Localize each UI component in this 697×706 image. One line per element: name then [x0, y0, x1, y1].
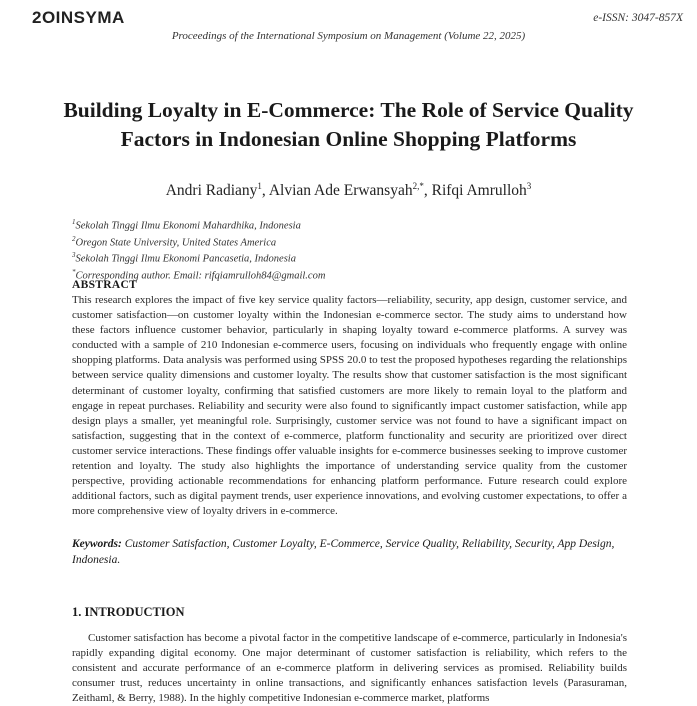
- author-list: Andri Radiany$^1$, Alvian Ade Erwansyah$^{2,*}$, Rifqi Amrulloh$^3$: [165, 181, 532, 200]
- abstract-heading: ABSTRACT: [72, 279, 138, 291]
- affiliation-list: [72, 216, 325, 283]
- page-header: [0, 0, 697, 48]
- affiliation-line: [72, 233, 325, 250]
- author-affiliation-mark: 2,*: [412, 181, 424, 191]
- paper-title: Building Loyalty in E-Commerce: The Role of Service Quality Factors in Indonesian Online Shopping Platforms: [63, 98, 634, 151]
- author-name: Rifqi Amrulloh: [431, 182, 527, 200]
- author-name: Alvian Ade Erwansyah: [268, 182, 413, 200]
- affiliation-mark: 1: [72, 218, 76, 226]
- affiliation-mark: 3: [72, 251, 76, 260]
- proceedings-line: Proceedings of the International Symposium on Management (Volume 22, 2025): [171, 30, 526, 42]
- affiliation-text: Sekolah Tinggi Ilmu Ekonomi Pancasetia, Indonesia: [75, 253, 296, 265]
- affiliation-text: Corresponding author. Email: rifqiamrulloh84@gmail.com: [75, 270, 326, 282]
- section-heading-introduction: 1. INTRODUCTION: [72, 605, 185, 619]
- journal-logo: 2OINSYMA: [32, 8, 125, 27]
- affiliation-line: [72, 216, 325, 233]
- affiliation-mark: 2: [72, 234, 76, 243]
- abstract-text: This research explores the impact of five key service quality factors—reliability, security, app design, customer service, and customer satisfaction—on customer loyalty within the Indonesian e-commerce sector. The study aims to understand how these factors influence customer behavior, particularly in shaping loyalty toward e-commerce platforms. A survey was conducted with a sample of 210 Indonesian e-commerce users, focusing on individuals who frequently engage with online shopping platforms. Data analysis was performed using SPSS 20.0 to test the proposed hypotheses regarding the relationships between service quality dimensions and customer loyalty. The results show that customer satisfaction is the most significant determinant of customer loyalty, confirming that satisfied customers are more likely to remain loyal to the platform and engage in repeat purchases. Reliability and security were also found to significantly impact customer satisfaction, while app design plays a smaller, yet meaningful role. Surprisingly, customer service was not found to have a significant impact on satisfaction, suggesting that in the context of e-commerce, platform functionality and security are prioritized over direct customer service interactions. These findings offer valuable insights for e-commerce businesses seeking to improve customer retention and loyalty. The study also highlights the importance of understanding service quality from the customer perspective, providing actionable recommendations for enhancing platform performance. Future research could explore additional factors, such as digital payment trends, user experience innovations, and evolving customer expectations, to offer a more comprehensive view of loyalty drivers in e-commerce.: [72, 294, 627, 518]
- author-name: Andri Radiany: [165, 182, 258, 200]
- affiliation-text: Oregon State University, United States America: [75, 237, 277, 249]
- keywords-label: Keywords:: [72, 538, 122, 550]
- affiliation-mark: *: [72, 268, 76, 277]
- issn-label: e-ISSN: 3047-857X: [593, 12, 683, 24]
- introduction-text: Customer satisfaction has become a pivotal factor in the competitive landscape of e-commerce, particularly in Indonesia's rapidly expanding digital economy. One major determinant of customer satisfaction is reliability, which refers to the consistent and accurate performance of an e-commerce platform in delivering services as promised. Reliability builds consumer trust, reduces uncertainty in online transactions, and significantly enhances satisfaction levels (Parasuraman, Zeithaml, & Berry, 1988). In the highly competitive Indonesian e-commerce market, platforms: [72, 632, 627, 704]
- keywords-line: [72, 537, 627, 568]
- affiliation-line: [72, 249, 325, 266]
- keywords-text: Customer Satisfaction, Customer Loyalty, E-Commerce, Service Quality, Reliability, Security, App Design, Indonesia.: [72, 538, 615, 566]
- author-affiliation-mark: 3: [526, 181, 532, 191]
- author-affiliation-mark: 1: [257, 181, 262, 191]
- affiliation-text: Sekolah Tinggi Ilmu Ekonomi Mahardhika, Indonesia: [75, 220, 301, 232]
